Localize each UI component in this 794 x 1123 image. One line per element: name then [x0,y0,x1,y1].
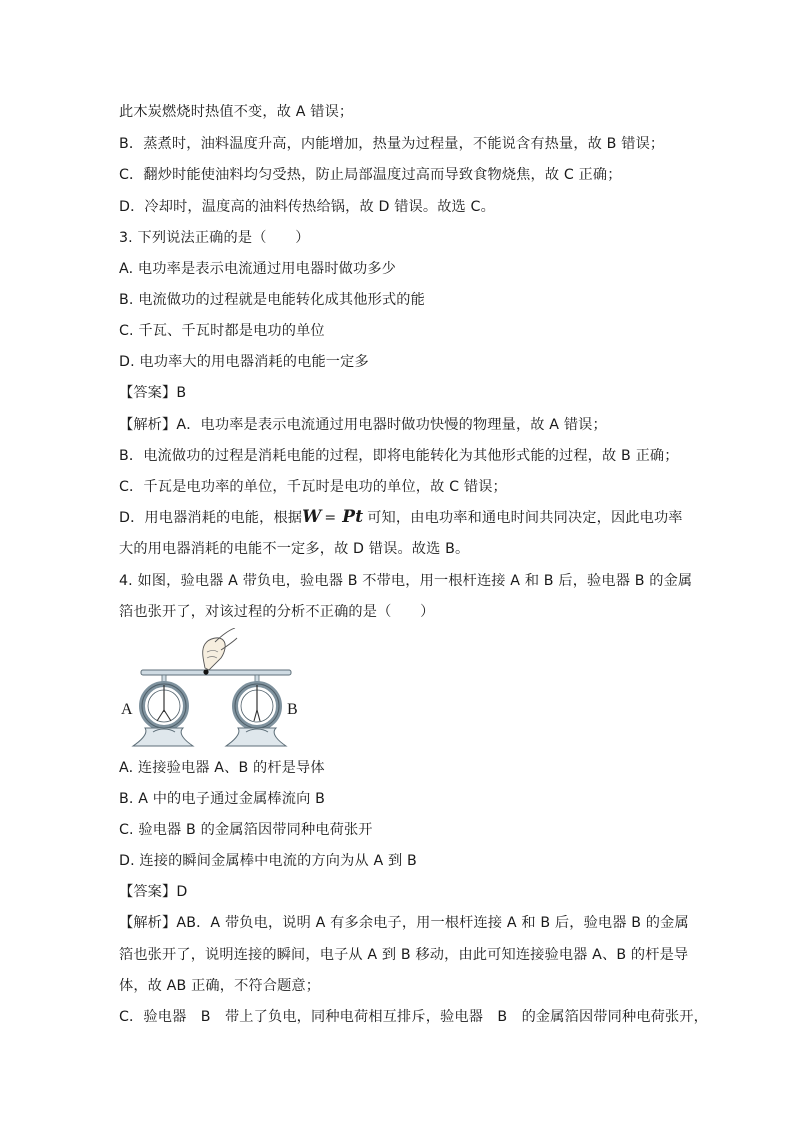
question-3-stem: 3. 下列说法正确的是（ ） [119,230,310,246]
formula-line-before: D．用电器消耗的电能，根据 [119,510,303,526]
text-line: B．蒸煮时，油料温度升高，内能增加，热量为过程量，不能说含有热量，故 B 错误； [119,136,665,152]
formula-pt: Pt [342,507,364,527]
text-line: 箔也张开了，说明连接的瞬间，电子从 A 到 B 移动，由此可知连接验电器 A、B 的杆是导 [119,947,689,963]
question-3-option-b: B. 电流做功的过程就是电能转化成其他形式的能 [119,292,425,308]
question-4-option-b: B. A 中的电子通过金属棒流向 B [119,791,325,807]
hand-icon [203,638,225,670]
label-b: B [287,701,298,718]
text-line: 大的用电器消耗的电能不一定多，故 D 错误。故选 B。 [119,541,470,557]
electroscope-illustration [119,628,309,750]
question-4-option-a: A. 连接验电器 A、B 的杆是导体 [119,760,325,776]
electroscope-a [133,675,193,746]
electroscope-b [226,675,286,746]
formula-line [119,507,683,528]
text-line: C．翻炒时能使油料均匀受热，防止局部温度过高而导致食物烧焦，故 C 正确； [119,167,622,183]
metal-rod [141,670,291,675]
question-4-answer: 【答案】D [119,884,188,900]
text-line: D．冷却时，温度高的油料传热给锅，故 D 错误。故选 C。 [119,199,495,215]
text-line: B．电流做功的过程是消耗电能的过程，即将电能转化为其他形式能的过程，故 B 正确； [119,448,679,464]
formula-line-after: 可知，由电功率和通电时间共同决定，因此电功率 [367,510,683,526]
label-a: A [121,701,133,718]
question-3-answer: 【答案】B [119,385,187,401]
text-line: 箔也张开了，对该过程的分析不正确的是（ ） [119,604,435,620]
question-3-option-a: A. 电功率是表示电流通过用电器时做功多少 [119,261,397,277]
question-4-stem: 4. 如图，验电器 A 带负电，验电器 B 不带电，用一根杆连接 A 和 B 后，验电器 B 的金属 [119,573,693,589]
electroscope-figure [119,628,309,750]
question-4-option-d: D. 连接的瞬间金属棒中电流的方向为从 A 到 B [119,853,417,869]
text-line: 此木炭燃烧时热值不变，故 A 错误； [119,104,354,120]
question-3-option-d: D. 电功率大的用电器消耗的电能一定多 [119,354,369,370]
text-line: 体，故 AB 正确，不符合题意； [119,978,321,994]
question-3-analysis: 【解析】A．电功率是表示电流通过用电器时做功快慢的物理量，故 A 错误； [119,417,607,433]
text-line: C．千瓦是电功率的单位，千瓦时是电功的单位，故 C 错误； [119,479,507,495]
formula-w: W [302,507,322,527]
question-4-analysis: 【解析】AB．A 带负电，说明 A 有多余电子，用一根杆连接 A 和 B 后，验电器 B 的金属 [119,915,689,931]
question-4-option-c: C. 验电器 B 的金属箔因带同种电荷张开 [119,822,373,838]
formula-eq: = [324,510,337,526]
contact-point [203,669,208,674]
question-3-option-c: C. 千瓦、千瓦时都是电功的单位 [119,323,325,339]
text-line: C．验电器 B 带上了负电，同种电荷相互排斥，验电器 B 的金属箔因带同种电荷张开， [119,1009,708,1025]
